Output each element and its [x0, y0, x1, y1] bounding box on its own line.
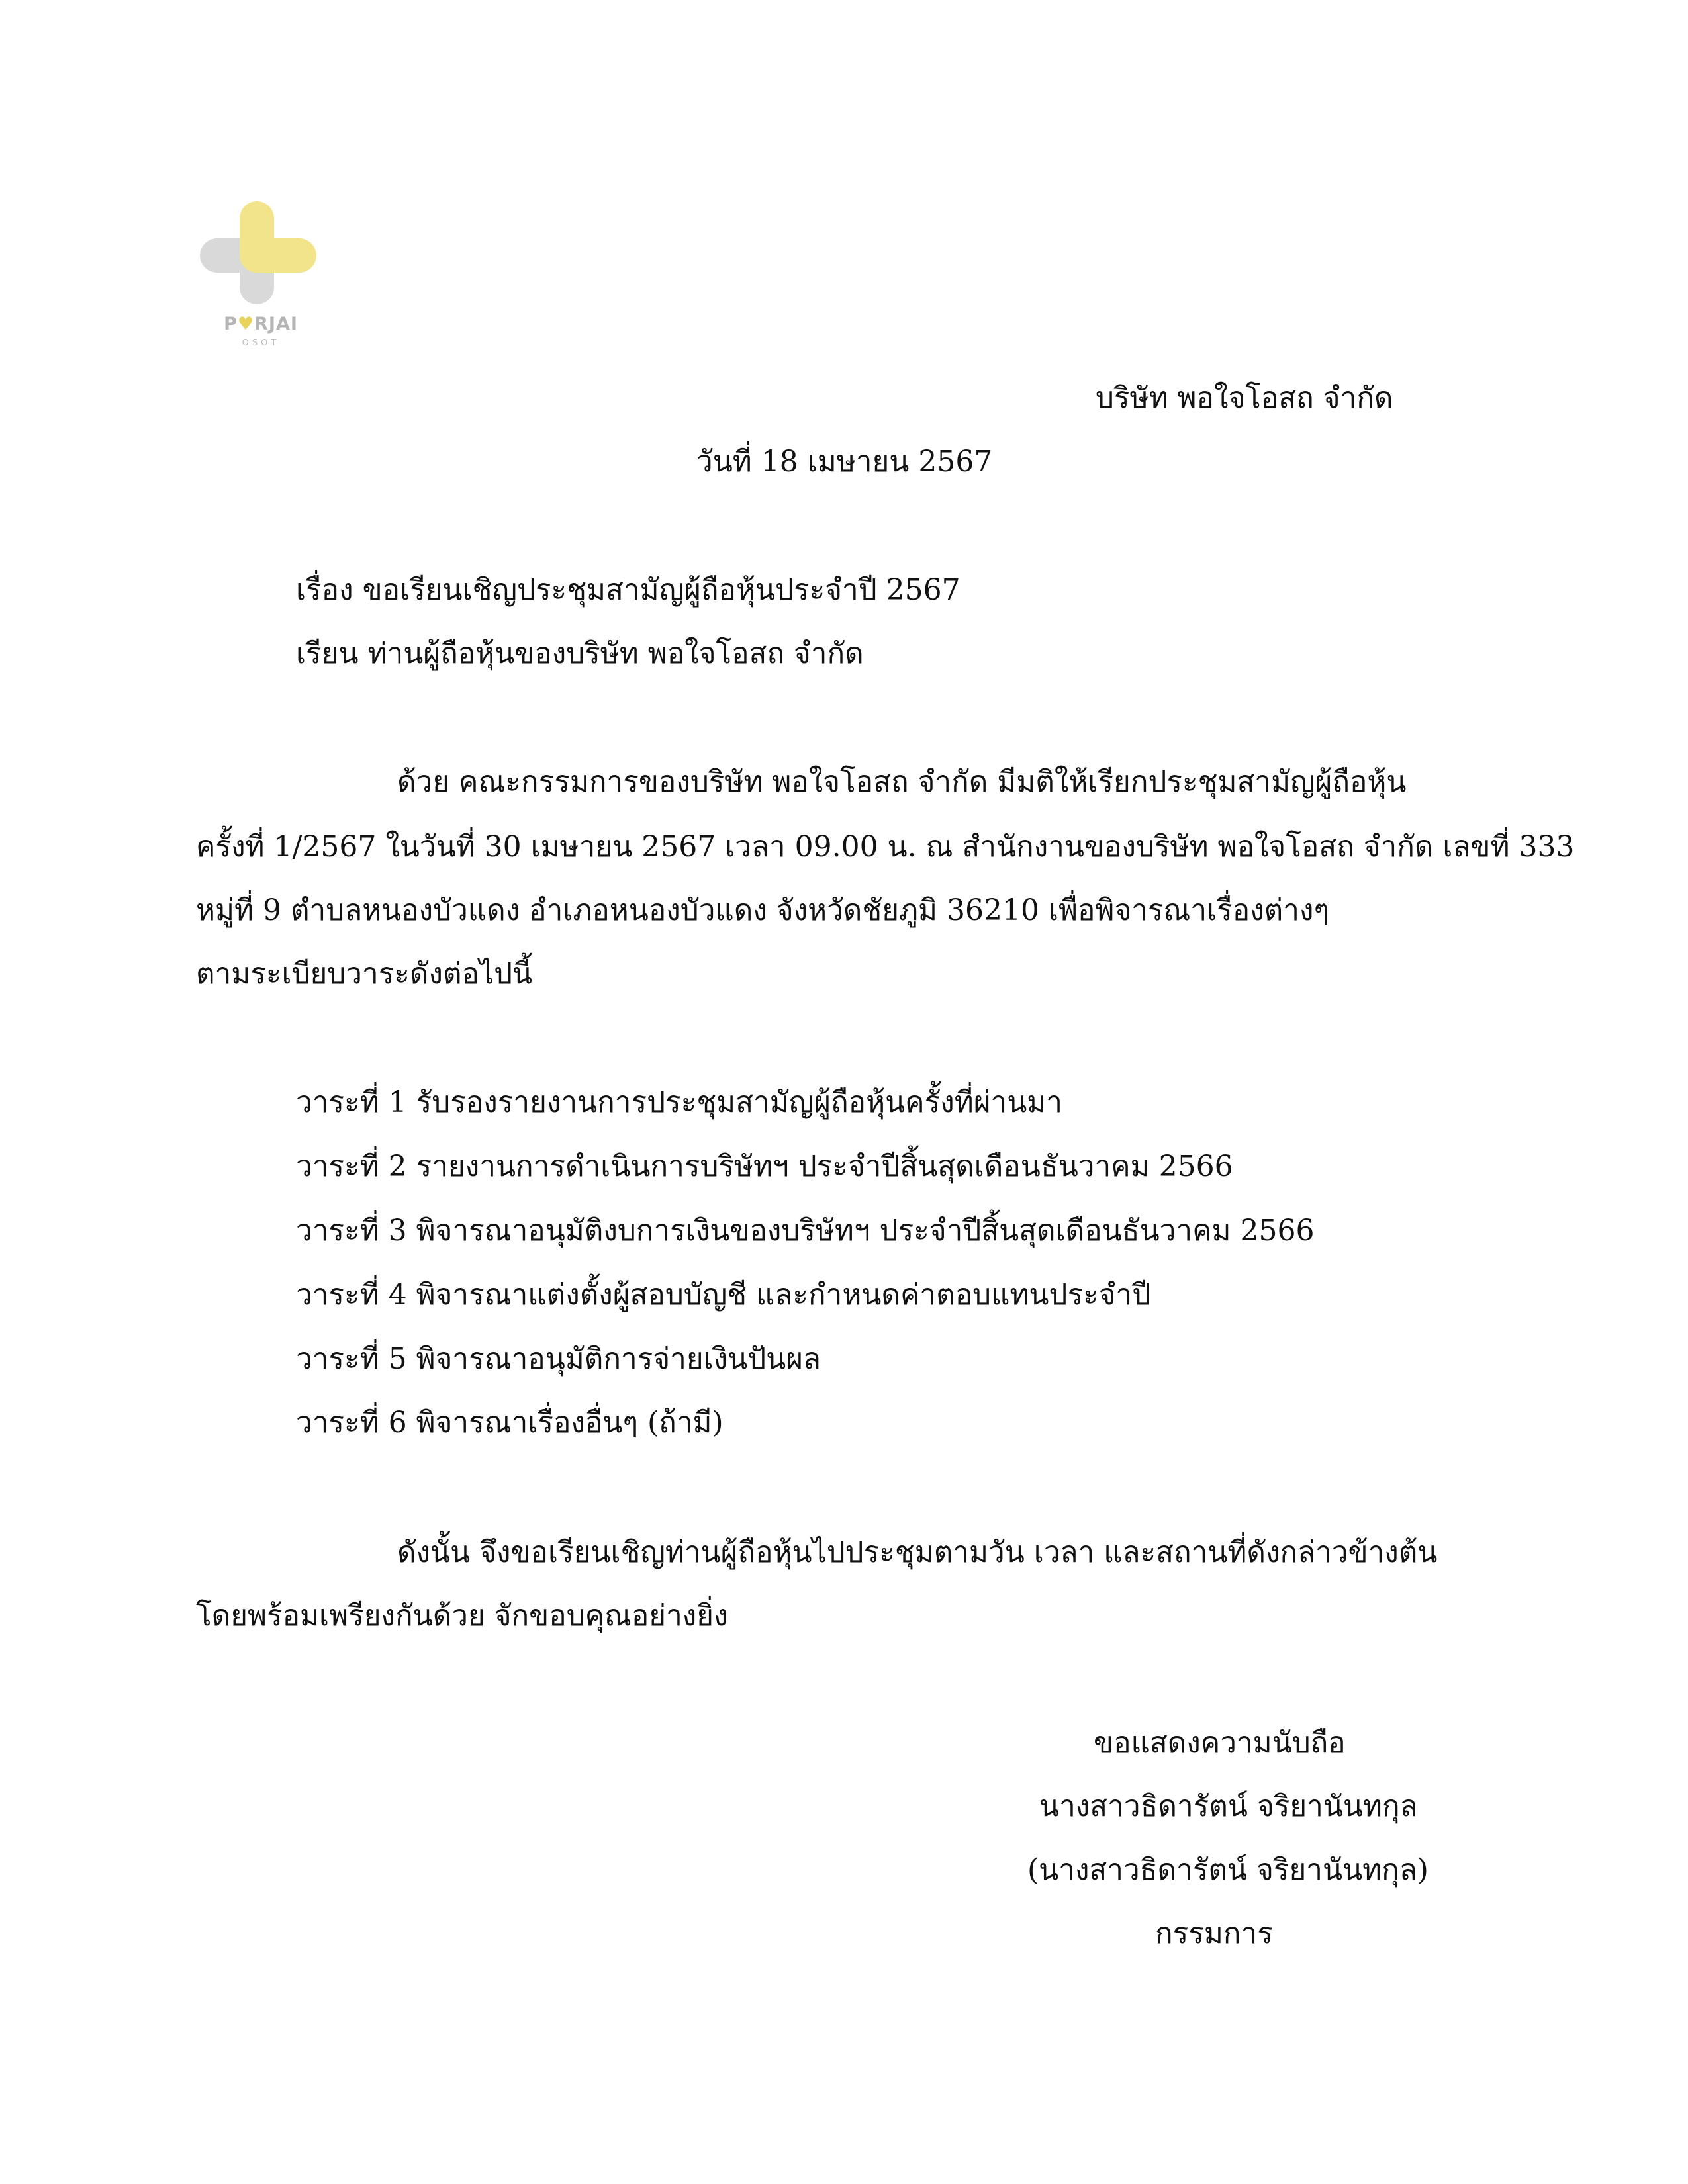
body-line-2: ครั้งที่ 1/2567 ในวันที่ 30 เมษายน 2567 เวลา 09.00 น. ณ สำนักงานของบริษัท พอใจโอสถ จำกัด เลขที่ 333: [196, 830, 1575, 864]
company-name: บริษัท พอใจโอสถ จำกัด: [1096, 381, 1393, 415]
signature-name-printed: (นางสาวธิดารัตน์ จริยานันทกุล): [1027, 1853, 1429, 1887]
closing-line-1: ดังนั้น จึงขอเรียนเชิญท่านผู้ถือหุ้นไปประชุมตามวัน เวลา และสถานที่ดังกล่าวข้างต้น: [397, 1535, 1438, 1569]
body-line-4: ตามระเบียบวาระดังต่อไปนี้: [196, 957, 533, 991]
letter-date: วันที่ 18 เมษายน 2567: [696, 445, 993, 478]
agenda-item: วาระที่ 1 รับรองรายงานการประชุมสามัญผู้ถือหุ้นครั้งที่ผ่านมา: [296, 1085, 1063, 1119]
plus-logo-icon: [199, 199, 318, 318]
logo-subtext: OSOT: [242, 338, 280, 348]
body-line-3: หมู่ที่ 9 ตำบลหนองบัวแดง อำเภอหนองบัวแดง จังหวัดชัยภูมิ 36210 เพื่อพิจารณาเรื่องต่างๆ: [196, 893, 1330, 927]
agenda-item: วาระที่ 5 พิจารณาอนุมัติการจ่ายเงินปันผล: [296, 1342, 821, 1376]
logo-wordmark: P♥RJAI: [224, 314, 298, 334]
closing-line-2: โดยพร้อมเพรียงกันด้วย จักขอบคุณอย่างยิ่ง: [196, 1599, 728, 1633]
agenda-item: วาระที่ 4 พิจารณาแต่งตั้งผู้สอบบัญชี และกำหนดค่าตอบแทนประจำปี: [296, 1278, 1151, 1312]
heart-icon: ♥: [237, 314, 255, 334]
letter-subject: เรื่อง ขอเรียนเชิญประชุมสามัญผู้ถือหุ้นประจำปี 2567: [296, 573, 961, 607]
agenda-item: วาระที่ 6 พิจารณาเรื่องอื่นๆ (ถ้ามี): [296, 1406, 724, 1439]
signature-regards: ขอแสดงความนับถือ: [1094, 1726, 1346, 1760]
signature-position: กรรมการ: [1155, 1917, 1273, 1950]
signature-name: นางสาวธิดารัตน์ จริยานันทกุล: [1039, 1790, 1418, 1823]
body-line-1: ด้วย คณะกรรมการของบริษัท พอใจโอสถ จำกัด มีมติให้เรียกประชุมสามัญผู้ถือหุ้น: [397, 765, 1407, 799]
letter-recipient: เรียน ท่านผู้ถือหุ้นของบริษัท พอใจโอสถ จำกัด: [296, 637, 864, 670]
agenda-item: วาระที่ 3 พิจารณาอนุมัติงบการเงินของบริษัทฯ ประจำปีสิ้นสุดเดือนธันวาคม 2566: [296, 1214, 1315, 1248]
company-logo: [199, 199, 318, 357]
agenda-item: วาระที่ 2 รายงานการดำเนินการบริษัทฯ ประจำปีสิ้นสุดเดือนธันวาคม 2566: [296, 1150, 1233, 1183]
